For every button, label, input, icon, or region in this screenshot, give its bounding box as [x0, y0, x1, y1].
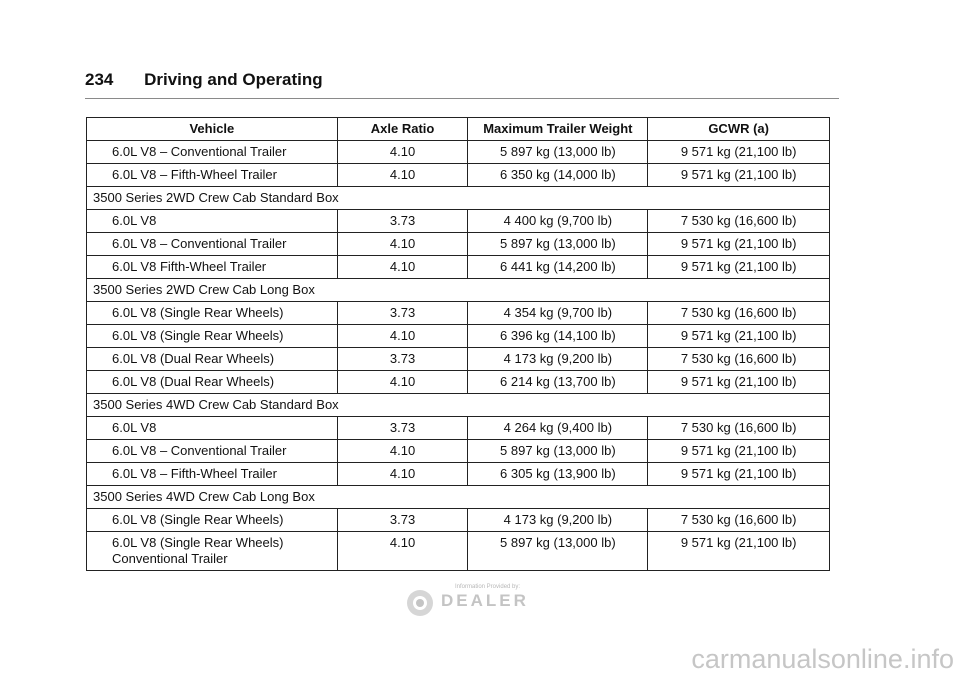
max-trailer-weight-cell: 6 350 kg (14,000 lb)	[468, 164, 648, 187]
vehicle-cell	[87, 509, 338, 532]
vehicle-text: 6.0L V8 (Single Rear Wheels)	[112, 305, 284, 320]
max-trailer-weight-cell: 4 400 kg (9,700 lb)	[468, 210, 648, 233]
gcwr-cell: 9 571 kg (21,100 lb)	[648, 463, 830, 486]
gcwr-cell: 9 571 kg (21,100 lb)	[648, 440, 830, 463]
site-footer-watermark: carmanualsonline.info	[691, 644, 954, 674]
header-rule	[85, 98, 839, 99]
table-row	[87, 371, 830, 394]
section-heading: 3500 Series 2WD Crew Cab Standard Box	[87, 187, 830, 210]
gcwr-cell: 9 571 kg (21,100 lb)	[648, 141, 830, 164]
vehicle-text: 6.0L V8 (Single Rear Wheels)	[112, 328, 284, 343]
gcwr-cell: 9 571 kg (21,100 lb)	[648, 164, 830, 187]
max-trailer-weight-cell: 6 305 kg (13,900 lb)	[468, 463, 648, 486]
page-header	[85, 70, 323, 90]
gcwr-cell: 7 530 kg (16,600 lb)	[648, 302, 830, 325]
column-header-vehicle: Vehicle	[87, 118, 338, 141]
max-trailer-weight-cell: 5 897 kg (13,000 lb)	[468, 141, 648, 164]
vehicle-text: 6.0L V8	[112, 213, 157, 228]
vehicle-cell	[87, 233, 338, 256]
table-row	[87, 509, 830, 532]
gcwr-cell: 9 571 kg (21,100 lb)	[648, 233, 830, 256]
axle-ratio-cell: 3.73	[337, 210, 468, 233]
vehicle-cell	[87, 164, 338, 187]
vehicle-cell	[87, 463, 338, 486]
max-trailer-weight-cell: 6 214 kg (13,700 lb)	[468, 371, 648, 394]
table-header-row	[87, 118, 830, 141]
vehicle-cell	[87, 325, 338, 348]
axle-ratio-cell: 4.10	[337, 233, 468, 256]
vehicle-cell	[87, 440, 338, 463]
vehicle-cell	[87, 210, 338, 233]
axle-ratio-cell: 4.10	[337, 440, 468, 463]
vehicle-text: 6.0L V8 – Fifth-Wheel Trailer	[112, 167, 277, 182]
table-row	[87, 348, 830, 371]
table-row	[87, 210, 830, 233]
max-trailer-weight-cell: 4 264 kg (9,400 lb)	[468, 417, 648, 440]
table-section-row	[87, 394, 830, 417]
axle-ratio-cell: 4.10	[337, 371, 468, 394]
vehicle-text: 6.0L V8 (Dual Rear Wheels)	[112, 374, 275, 389]
max-trailer-weight-cell: 4 173 kg (9,200 lb)	[468, 509, 648, 532]
column-header-max-trailer-weight: Maximum Trailer Weight	[468, 118, 648, 141]
max-trailer-weight-cell: 4 173 kg (9,200 lb)	[468, 348, 648, 371]
watermark-brand: DEALER	[441, 591, 529, 610]
max-trailer-weight-cell: 6 396 kg (14,100 lb)	[468, 325, 648, 348]
gcwr-cell: 9 571 kg (21,100 lb)	[648, 325, 830, 348]
vehicle-cell	[87, 302, 338, 325]
axle-ratio-cell: 4.10	[337, 164, 468, 187]
vehicle-cell	[87, 417, 338, 440]
axle-ratio-cell: 3.73	[337, 417, 468, 440]
table-row	[87, 302, 830, 325]
table-row	[87, 141, 830, 164]
vehicle-cell	[87, 141, 338, 164]
table-row	[87, 417, 830, 440]
table-row	[87, 532, 830, 571]
table-section-row	[87, 279, 830, 302]
gcwr-cell: 9 571 kg (21,100 lb)	[648, 371, 830, 394]
axle-ratio-cell: 3.73	[337, 348, 468, 371]
vehicle-text: 6.0L V8 (Dual Rear Wheels)	[112, 351, 275, 366]
axle-ratio-cell: 4.10	[337, 141, 468, 164]
vehicle-text: 6.0L V8 – Fifth-Wheel Trailer	[112, 466, 277, 481]
gcwr-cell: 9 571 kg (21,100 lb)	[648, 532, 830, 571]
vehicle-cell	[87, 256, 338, 279]
table-row	[87, 463, 830, 486]
vehicle-cell	[87, 348, 338, 371]
axle-ratio-cell: 4.10	[337, 256, 468, 279]
axle-ratio-cell: 3.73	[337, 509, 468, 532]
max-trailer-weight-cell: 4 354 kg (9,700 lb)	[468, 302, 648, 325]
page-title: Driving and Operating	[144, 70, 323, 89]
vehicle-cell	[87, 371, 338, 394]
max-trailer-weight-cell: 5 897 kg (13,000 lb)	[468, 440, 648, 463]
max-trailer-weight-cell: 5 897 kg (13,000 lb)	[468, 233, 648, 256]
section-heading: 3500 Series 2WD Crew Cab Long Box	[87, 279, 830, 302]
vehicle-text: 6.0L V8 (Single Rear Wheels)	[112, 512, 284, 527]
vehicle-text: 6.0L V8 – Conventional Trailer	[112, 443, 287, 458]
page-number: 234	[85, 70, 114, 89]
gcwr-cell: 7 530 kg (16,600 lb)	[648, 509, 830, 532]
axle-ratio-cell: 4.10	[337, 463, 468, 486]
max-trailer-weight-cell: 6 441 kg (14,200 lb)	[468, 256, 648, 279]
max-trailer-weight-cell: 5 897 kg (13,000 lb)	[468, 532, 648, 571]
vehicle-text: 6.0L V8 Fifth-Wheel Trailer	[112, 259, 267, 274]
table-row	[87, 256, 830, 279]
gcwr-cell: 9 571 kg (21,100 lb)	[648, 256, 830, 279]
vehicle-cell	[87, 532, 338, 571]
table-section-row	[87, 486, 830, 509]
axle-ratio-cell: 4.10	[337, 532, 468, 571]
axle-ratio-cell: 3.73	[337, 302, 468, 325]
gcwr-cell: 7 530 kg (16,600 lb)	[648, 210, 830, 233]
axle-ratio-cell: 4.10	[337, 325, 468, 348]
dealer-logo-icon	[405, 588, 435, 618]
vehicle-text: 6.0L V8	[112, 420, 157, 435]
vehicle-text: 6.0L V8 – Conventional Trailer	[112, 144, 287, 159]
vehicle-text: 6.0L V8 – Conventional Trailer	[112, 236, 287, 251]
table-row	[87, 164, 830, 187]
gcwr-cell: 7 530 kg (16,600 lb)	[648, 417, 830, 440]
table-body	[87, 141, 830, 571]
table-row	[87, 440, 830, 463]
column-header-gcwr: GCWR (a)	[648, 118, 830, 141]
trailer-weight-table	[86, 117, 830, 571]
section-heading: 3500 Series 4WD Crew Cab Long Box	[87, 486, 830, 509]
table-row	[87, 233, 830, 256]
column-header-axle-ratio: Axle Ratio	[337, 118, 468, 141]
dealer-watermark	[405, 584, 555, 624]
table-section-row	[87, 187, 830, 210]
table-row	[87, 325, 830, 348]
watermark-provided-text: Information Provided by:	[455, 584, 521, 590]
vehicle-text-line2: Conventional Trailer	[112, 551, 228, 566]
vehicle-text: 6.0L V8 (Single Rear Wheels)	[112, 535, 284, 550]
section-heading: 3500 Series 4WD Crew Cab Standard Box	[87, 394, 830, 417]
gcwr-cell: 7 530 kg (16,600 lb)	[648, 348, 830, 371]
